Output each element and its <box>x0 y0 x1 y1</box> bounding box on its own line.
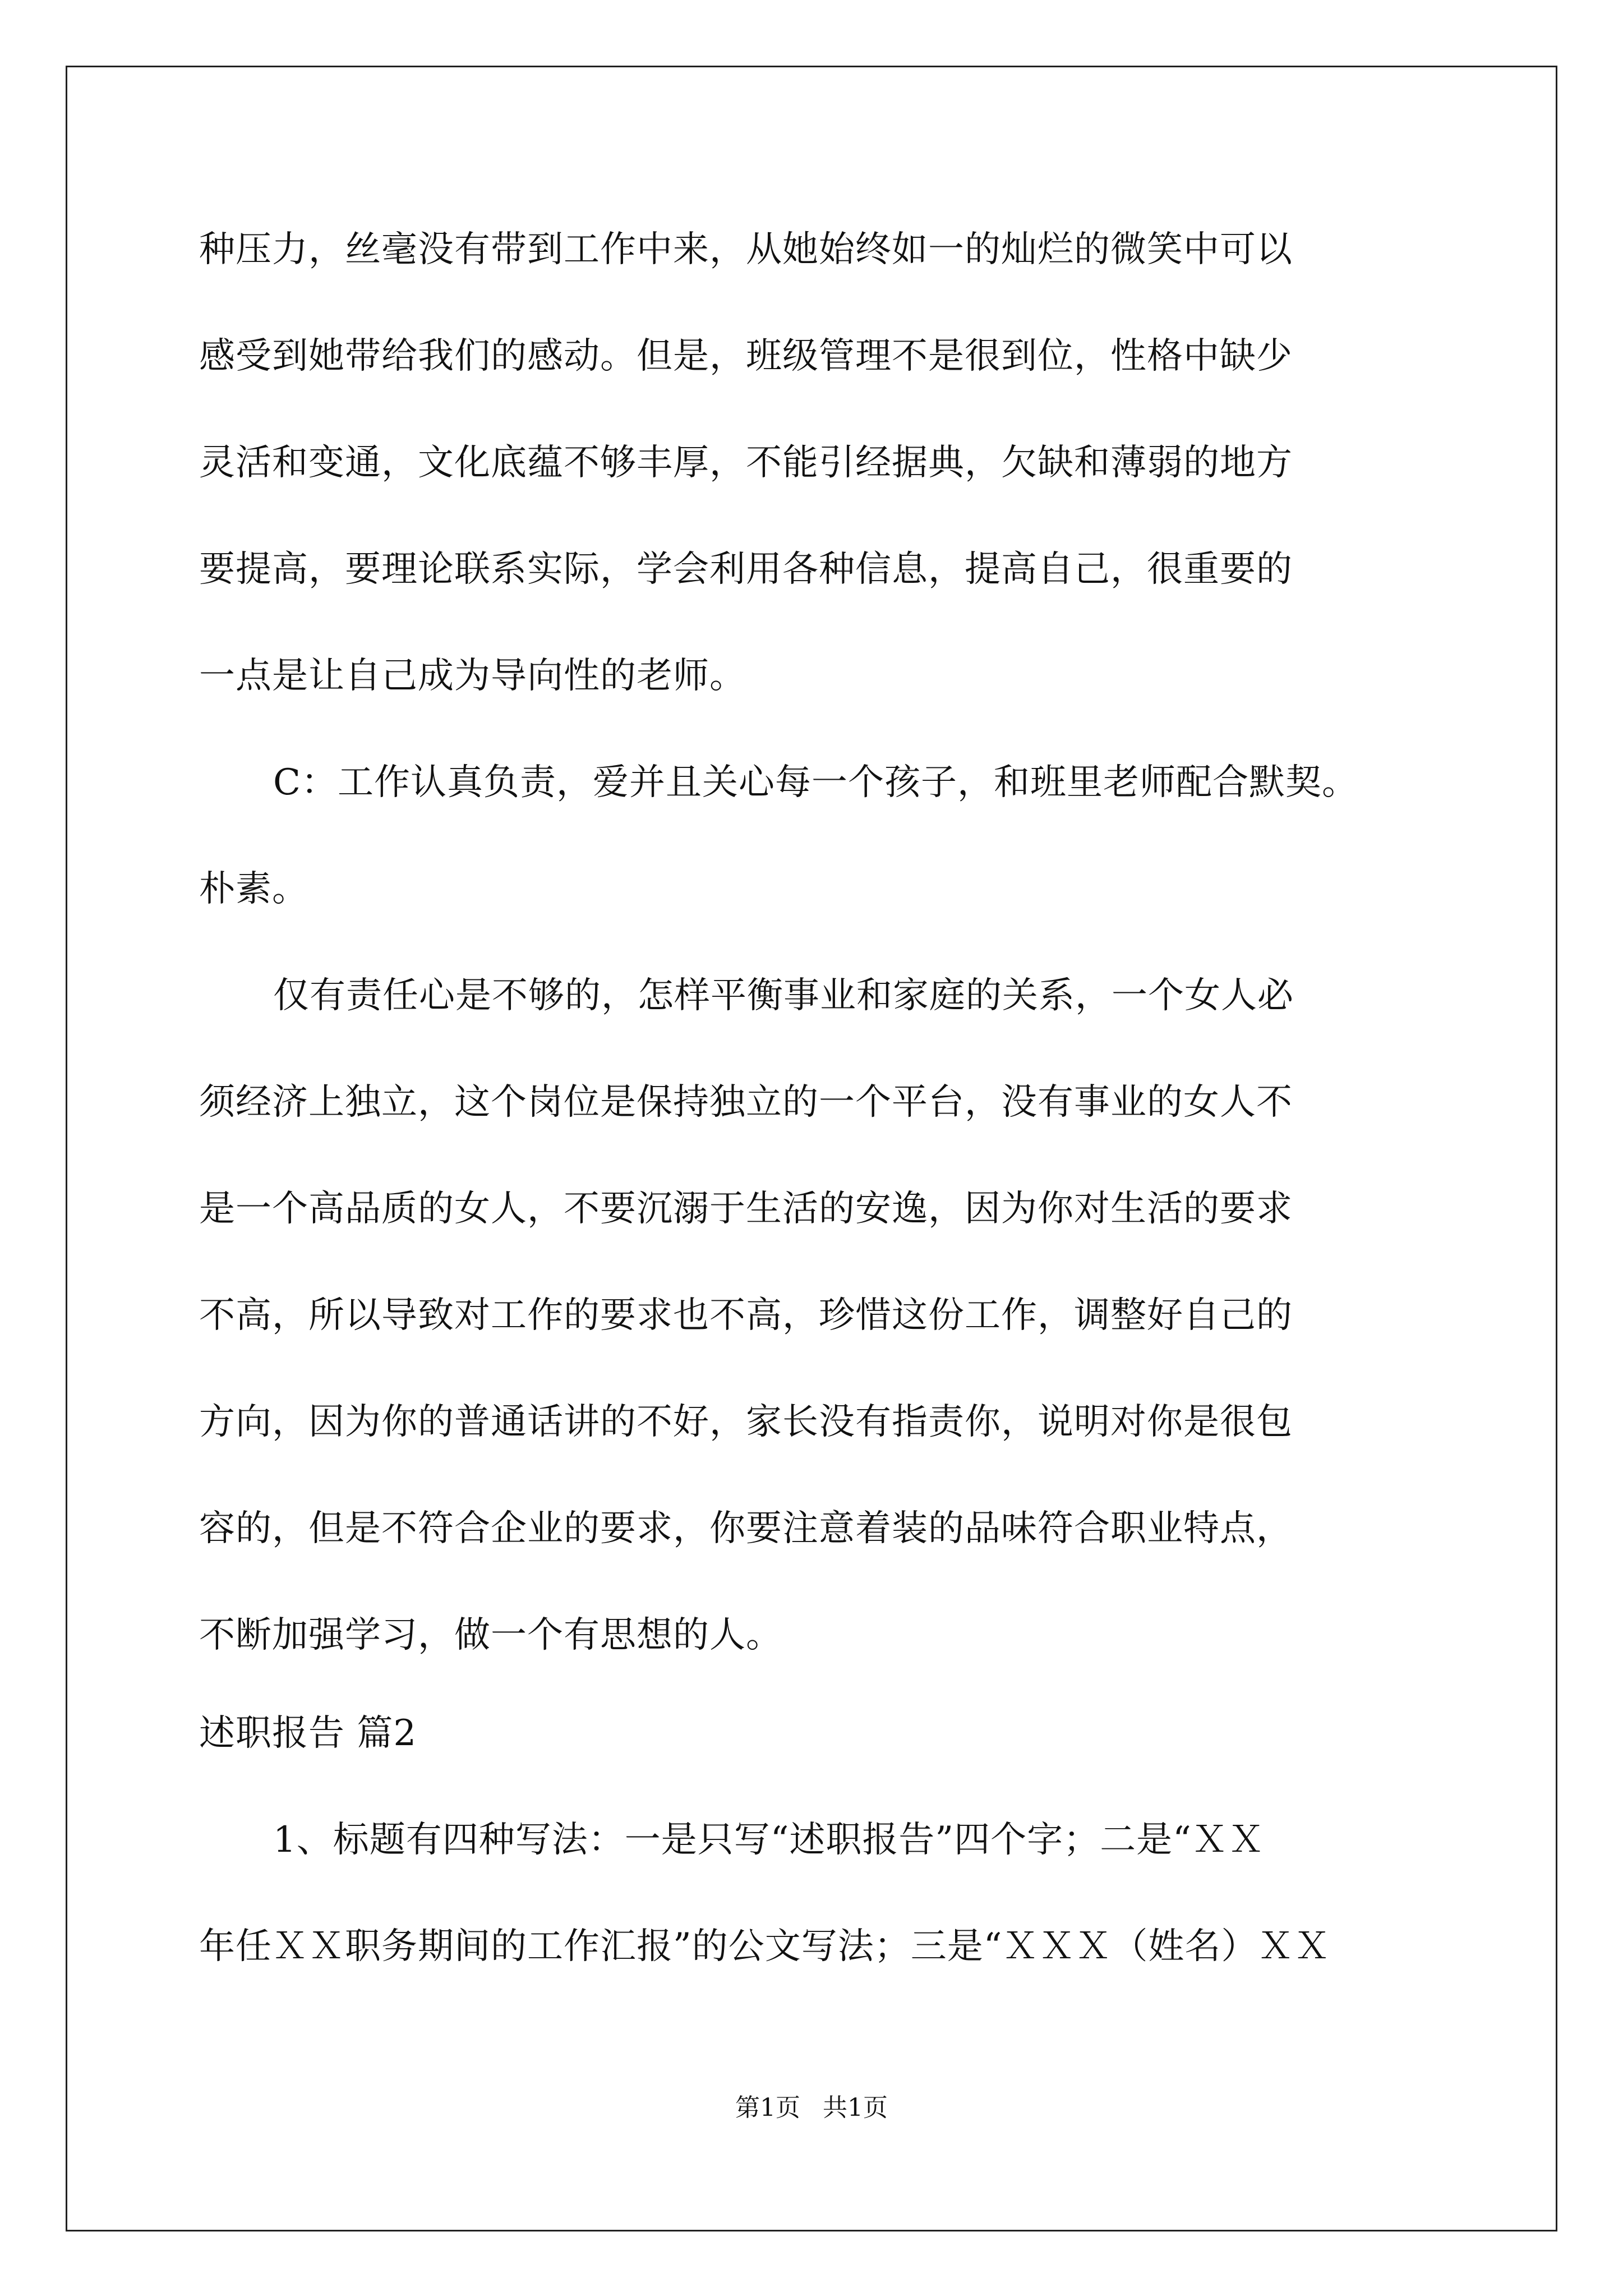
body-text-line: 一点是让自己成为导向性的老师。 <box>199 655 746 697</box>
body-text-line: 感受到她带给我们的感动。但是，班级管理不是很到位，性格中缺少 <box>199 335 1293 377</box>
body-text-line: 不断加强学习，做一个有思想的人。 <box>199 1614 782 1656</box>
page-number: 第1页 <box>735 2093 800 2122</box>
page-total: 共1页 <box>823 2093 888 2122</box>
body-text-line: 是一个高品质的女人，不要沉溺于生活的安逸，因为你对生活的要求 <box>199 1188 1293 1230</box>
body-text-line: 种压力，丝毫没有带到工作中来，从她始终如一的灿烂的微笑中可以 <box>199 229 1293 270</box>
body-text-line: 仅有责任心是不够的，怎样平衡事业和家庭的关系，一个女人必 <box>273 975 1294 1016</box>
body-text-line: 须经济上独立，这个岗位是保持独立的一个平台，没有事业的女人不 <box>199 1082 1293 1123</box>
body-text-line: 不高，所以导致对工作的要求也不高，珍惜这份工作，调整好自己的 <box>199 1295 1293 1336</box>
body-text-line: 方向，因为你的普通话讲的不好，家长没有指责你，说明对你是很包 <box>199 1401 1293 1443</box>
body-text-line: 朴素。 <box>199 868 308 910</box>
page-footer <box>0 2092 1623 2124</box>
page-border <box>66 66 1557 2231</box>
body-text-line: 1、标题有四种写法：一是只写“述职报告”四个字；二是“ＸＸ <box>273 1819 1265 1861</box>
body-text-line: 年任ＸＸ职务期间的工作汇报”的公文写法；三是“ＸＸＸ（姓名）ＸＸ <box>199 1926 1331 1967</box>
body-text-line: C：工作认真负责，爱并且关心每一个孩子，和班里老师配合默契。 <box>273 762 1358 803</box>
body-text-line: 要提高，要理论联系实际，学会利用各种信息，提高自己，很重要的 <box>199 549 1293 590</box>
body-text-line: 灵活和变通，文化底蕴不够丰厚，不能引经据典，欠缺和薄弱的地方 <box>199 442 1293 484</box>
section-heading: 述职报告 篇2 <box>199 1713 417 1754</box>
body-text-line: 容的，但是不符合企业的要求，你要注意着装的品味符合职业特点， <box>199 1508 1293 1549</box>
